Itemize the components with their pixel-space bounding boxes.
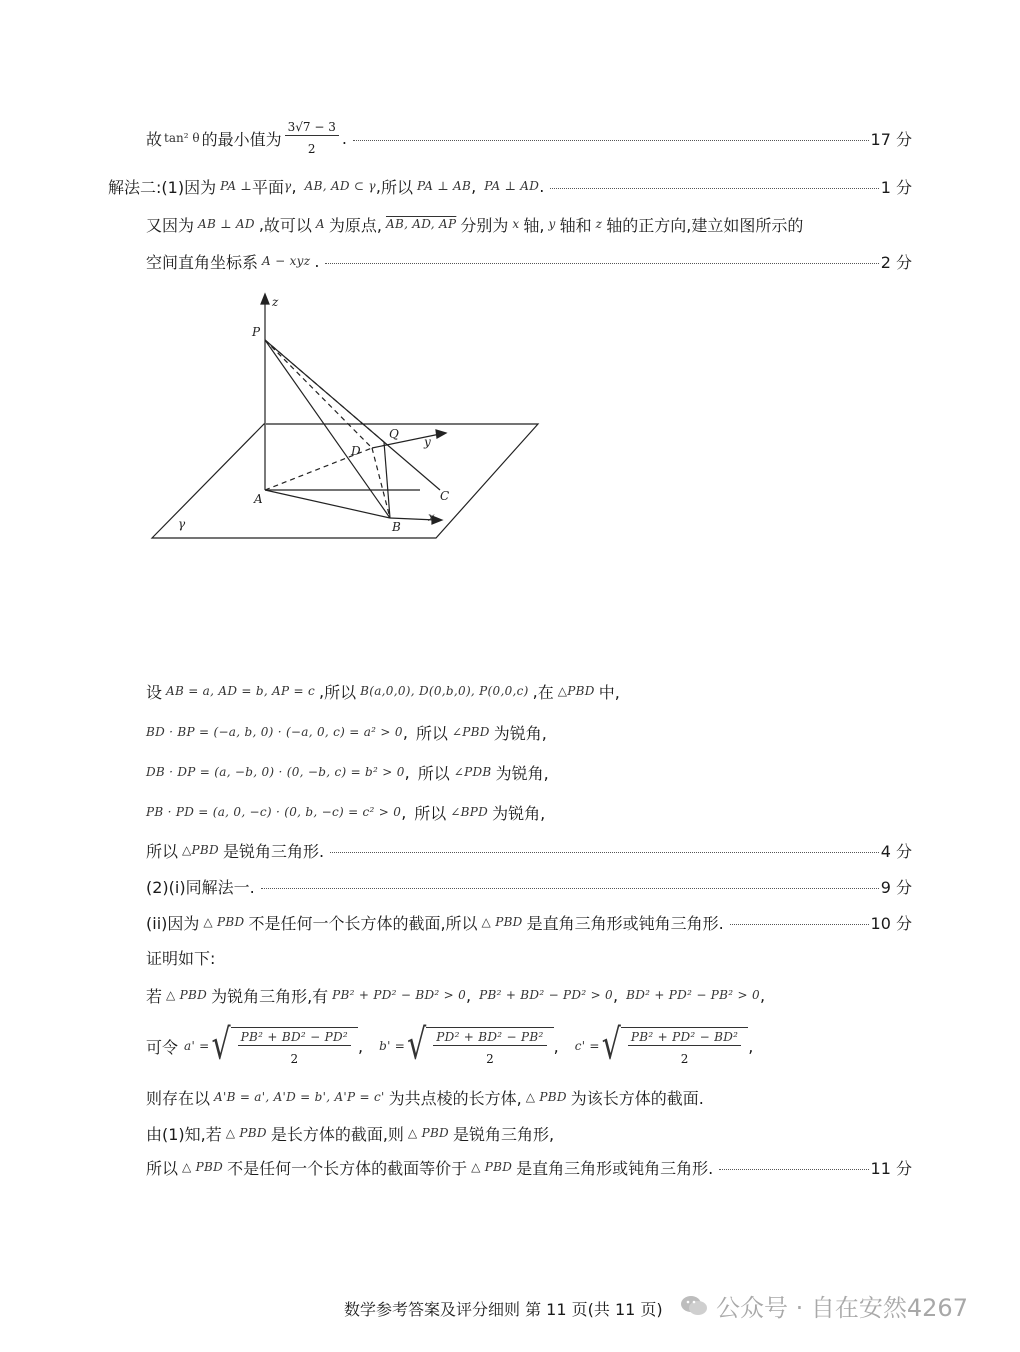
line-system: 空间直角坐标系 A − xyz . 2 分 bbox=[146, 251, 912, 272]
math: △ PBD bbox=[203, 915, 245, 929]
line-angle-PBD: BD · BP = (−a, b, 0) · (−a, 0, c) = a² > 0 , 所以 ∠PBD 为锐角, bbox=[146, 722, 547, 743]
label-P: P bbox=[252, 325, 261, 339]
math: A − xyz bbox=[262, 254, 311, 268]
line-method2: 解法二: (1)因为 PA ⊥ 平面 γ , AB, AD ⊂ γ , 所以 PA ⊥ AB , PA ⊥ AD . 1 分 bbox=[108, 176, 912, 197]
leader-dots bbox=[730, 923, 869, 925]
frac-den: 2 bbox=[307, 142, 316, 156]
math: △ PBD bbox=[407, 1126, 449, 1140]
text: 所以 bbox=[146, 841, 179, 861]
text: 是直角三角形或钝角三角形. bbox=[526, 913, 724, 933]
text: 所以 bbox=[380, 177, 413, 197]
math: △ PBD bbox=[166, 988, 208, 1002]
text: 是直角三角形或钝角三角形. bbox=[516, 1158, 714, 1178]
line-PC bbox=[265, 340, 440, 490]
text: 是锐角三角形. bbox=[222, 841, 325, 861]
text: 轴的正方向,建立如图所示的 bbox=[606, 215, 804, 235]
watermark bbox=[680, 1288, 968, 1323]
line-angle-BPD: PB · PD = (a, 0, −c) · (0, b, −c) = c² > 0 , 所以 ∠BPD 为锐角, bbox=[146, 802, 546, 823]
label-z: z bbox=[272, 295, 279, 309]
score: 1 分 bbox=[880, 177, 912, 197]
leader-dots bbox=[325, 262, 878, 264]
math: DB · DP = (a, −b, 0) · (0, −b, c) = b² > 0 bbox=[146, 765, 405, 779]
plane-gamma bbox=[152, 424, 538, 538]
math: PB² + PD² − BD² > 0 bbox=[332, 988, 467, 1002]
math: PA ⊥ AD bbox=[484, 179, 540, 193]
text: 分别为 bbox=[460, 215, 509, 235]
text: 的最小值为 bbox=[201, 129, 282, 149]
text: 所以 bbox=[146, 1158, 179, 1178]
text: 轴, bbox=[523, 215, 545, 235]
score: 10 分 bbox=[870, 913, 912, 933]
math-tan-theta: tan² θ bbox=[164, 131, 200, 145]
line-exists bbox=[146, 1083, 912, 1111]
label-gamma: γ bbox=[178, 517, 186, 531]
page-footer: 数学参考答案及评分细则 第 11 页(共 11 页) bbox=[344, 1300, 663, 1319]
score: 4 分 bbox=[880, 841, 912, 861]
text: 轴和 bbox=[559, 215, 592, 235]
math: γ bbox=[284, 179, 292, 193]
math: △ PBD bbox=[225, 1126, 267, 1140]
label-y: y bbox=[424, 435, 431, 449]
text: (ii)因为 bbox=[146, 913, 200, 933]
text: 所以 bbox=[415, 723, 448, 743]
math: y bbox=[548, 217, 556, 231]
leader-dots bbox=[261, 887, 879, 889]
text: 为锐角, bbox=[493, 723, 547, 743]
label-Q: Q bbox=[389, 427, 399, 441]
leader-dots bbox=[550, 187, 878, 189]
text: 若 bbox=[146, 986, 163, 1006]
score: 17 分 bbox=[870, 129, 912, 149]
text: 为共点棱的长方体, bbox=[388, 1088, 522, 1108]
text: 所以 bbox=[414, 803, 447, 823]
text: 不是任何一个长方体的截面,所以 bbox=[248, 913, 478, 933]
frac-den: 2 bbox=[486, 1051, 494, 1066]
text: 是锐角三角形, bbox=[452, 1124, 555, 1144]
text: 为锐角, bbox=[492, 803, 546, 823]
text: (2)(i)同解法一. bbox=[146, 877, 255, 897]
math: ∠PDB bbox=[453, 765, 492, 779]
sqrt-b: √ $\frac{\text{PD² + BD² − PB²}}{2}$ bbox=[407, 1027, 553, 1066]
sqrt-c: √ $\frac{\text{PB² + PD² − BD²}}{2}$ bbox=[602, 1027, 748, 1066]
math: A'B = a', A'D = b', A'P = c' bbox=[214, 1090, 385, 1104]
text: 为锐角, bbox=[495, 763, 549, 783]
math: △ PBD bbox=[471, 1160, 513, 1174]
text: 中, bbox=[598, 682, 620, 702]
frac-num: PB² + PD² − BD² bbox=[628, 1030, 741, 1046]
leader-dots bbox=[719, 1168, 868, 1170]
text: 所以 bbox=[417, 763, 450, 783]
text: 设 bbox=[146, 682, 163, 702]
label-A: A bbox=[254, 492, 263, 506]
line-QB bbox=[384, 442, 390, 518]
frac-num: PB² + BD² − PD² bbox=[238, 1030, 351, 1046]
leader-dots bbox=[353, 139, 869, 141]
line-coords: 又因为 AB ⊥ AD , 故可以 A 为原点, AB, AD, AP 分别为 x 轴, y 轴和 z 轴的正方向,建立如图所示的 bbox=[146, 214, 804, 235]
math: AB ⊥ AD bbox=[198, 217, 255, 231]
line-PD bbox=[265, 340, 372, 448]
math: △ PBD bbox=[182, 1160, 224, 1174]
text: 为原点, bbox=[328, 215, 382, 235]
frac-num: PD² + BD² − PB² bbox=[433, 1030, 546, 1046]
math: BD · BP = (−a, b, 0) · (−a, 0, c) = a² > 0 bbox=[146, 725, 403, 739]
line-inequalities: 若 △ PBD 为锐角三角形,有 PB² + PD² − BD² > 0 , PB² + BD² − PD² > 0 , BD² + PD² − PB² > 0 , bbox=[146, 985, 766, 1006]
frac-den: 2 bbox=[680, 1051, 689, 1066]
text: 为锐角三角形,有 bbox=[211, 986, 329, 1006]
math: PA ⊥ AB bbox=[417, 179, 472, 193]
math: △ PBD bbox=[525, 1090, 567, 1104]
z-arrow bbox=[261, 294, 269, 304]
math: x bbox=[512, 217, 520, 231]
line-PB bbox=[265, 340, 390, 518]
math: a' = bbox=[184, 1039, 210, 1053]
line-2i bbox=[146, 872, 912, 900]
text: 在 bbox=[537, 682, 554, 702]
geometry-figure bbox=[140, 290, 560, 560]
math: △PBD bbox=[182, 843, 219, 857]
label-D: D bbox=[351, 444, 361, 458]
wechat-icon bbox=[680, 1294, 708, 1318]
line-from-1 bbox=[146, 1119, 912, 1147]
text: (1)因为 bbox=[161, 177, 217, 197]
label-x: x bbox=[428, 510, 435, 524]
text: 故 bbox=[146, 129, 163, 149]
math: △ PBD bbox=[481, 915, 523, 929]
text: 故可以 bbox=[263, 215, 312, 235]
text: 为该长方体的截面. bbox=[570, 1088, 704, 1108]
text: 所以 bbox=[324, 682, 357, 702]
text: 又因为 bbox=[146, 215, 195, 235]
line-conclusion bbox=[146, 1153, 912, 1181]
fraction bbox=[285, 120, 339, 156]
text: 空间直角坐标系 bbox=[146, 252, 259, 272]
line-acute bbox=[146, 836, 912, 864]
line-AB bbox=[265, 490, 390, 518]
math: ∠BPD bbox=[450, 805, 489, 819]
math: c' = bbox=[574, 1039, 600, 1053]
text: 由(1)知,若 bbox=[146, 1124, 222, 1144]
math-vectors: AB, AD, AP bbox=[385, 217, 457, 231]
y-arrow bbox=[436, 430, 446, 438]
math: b' = bbox=[379, 1039, 406, 1053]
line-2ii bbox=[146, 908, 912, 936]
math: PA ⊥ bbox=[220, 179, 253, 193]
math: PB² + BD² − PD² > 0 bbox=[479, 988, 613, 1002]
text: 平面 bbox=[252, 177, 285, 197]
watermark-text: 公众号 · 自在安然4267 bbox=[716, 1294, 968, 1322]
text: 可令 bbox=[146, 1037, 179, 1057]
math: z bbox=[595, 217, 603, 231]
math: AB = a, AD = b, AP = c bbox=[166, 684, 315, 698]
line-17: 故 tan² θ 的最小值为 $\frac{3√7 - 3}{2}$ . 17 分 bbox=[146, 120, 912, 156]
score: 2 分 bbox=[880, 252, 912, 272]
label-C: C bbox=[440, 489, 450, 503]
score: 9 分 bbox=[880, 877, 912, 897]
text: 证明如下: bbox=[146, 948, 216, 968]
frac-num: 3√7 − 3 bbox=[285, 120, 339, 136]
math: B(a,0,0), D(0,b,0), P(0,0,c) bbox=[360, 684, 529, 698]
text: 不是任何一个长方体的截面等价于 bbox=[227, 1158, 468, 1178]
math: AB, AD ⊂ γ bbox=[304, 179, 376, 193]
math: ∠PBD bbox=[451, 725, 490, 739]
math: BD² + PD² − PB² > 0 bbox=[626, 988, 760, 1002]
math: PB · PD = (a, 0, −c) · (0, b, −c) = c² > 0 bbox=[146, 805, 402, 819]
line-setup: 设 AB = a, AD = b, AP = c , 所以 B(a,0,0), D(0,b,0), P(0,0,c) , 在 △PBD 中, bbox=[146, 681, 620, 702]
text: 是长方体的截面,则 bbox=[270, 1124, 404, 1144]
frac-den: 2 bbox=[290, 1051, 299, 1066]
math: △PBD bbox=[557, 684, 595, 698]
text: 则存在以 bbox=[146, 1088, 211, 1108]
line-proof bbox=[146, 943, 912, 971]
math: A bbox=[315, 217, 325, 231]
score: 11 分 bbox=[870, 1158, 912, 1178]
sqrt-a: √ $\frac{\text{PB² + BD² − PD²}}{2}$ bbox=[212, 1027, 358, 1066]
leader-dots bbox=[330, 851, 879, 853]
line-define-edges: 可令 a' = √ $\frac{\text{PB² + BD² − PD²}}{2}$ , b' = √ $\frac{\text{PD² + BD² − PB²}}{2}$ , c' = √ $\frac{\text{PB² + PD² − BD²}}{2}$ , bbox=[146, 1020, 754, 1070]
label: 解法二: bbox=[108, 177, 162, 197]
label-B: B bbox=[392, 520, 401, 534]
line-angle-PDB: DB · DP = (a, −b, 0) · (0, −b, c) = b² > 0 , 所以 ∠PDB 为锐角, bbox=[146, 762, 549, 783]
